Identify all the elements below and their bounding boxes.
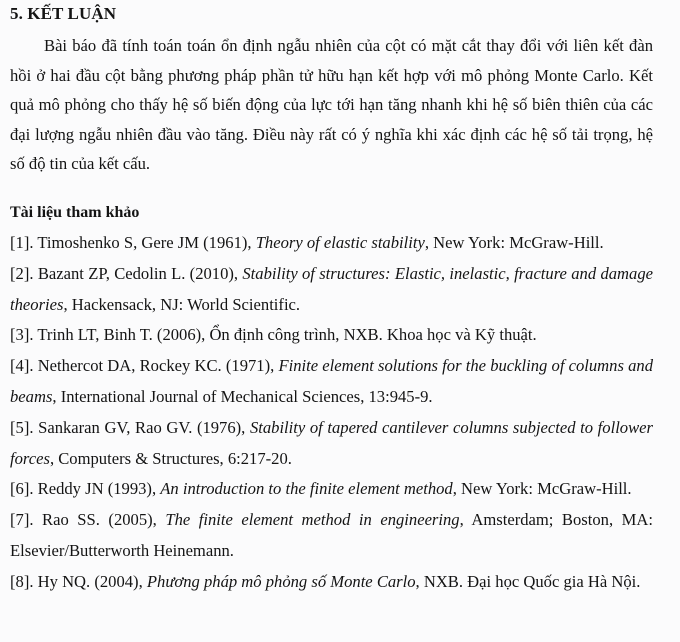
reference-item bbox=[10, 228, 653, 259]
reference-item bbox=[10, 505, 653, 567]
reference-number: [7]. bbox=[10, 510, 34, 530]
reference-number: [2]. bbox=[10, 263, 34, 283]
reference-item bbox=[10, 413, 653, 475]
reference-number: [1]. bbox=[10, 232, 34, 252]
reference-item bbox=[10, 320, 653, 351]
reference-source: , NXB. Khoa học và Kỹ thuật. bbox=[335, 325, 537, 345]
reference-title: Ổn định công trình bbox=[209, 325, 336, 345]
reference-title: Stability of structures: Elastic, inelastic, fracture and damage theories bbox=[10, 263, 653, 314]
reference-title: The finite element method in engineering bbox=[165, 510, 460, 530]
reference-item bbox=[10, 351, 653, 413]
reference-authors-year: Hy NQ. (2004), bbox=[33, 571, 147, 591]
page-title: 5. KẾT LUẬN bbox=[10, 4, 117, 23]
reference-number: [3]. bbox=[10, 325, 34, 345]
conclusion-paragraph: Bài báo đã tính toán toán ổn định ngẫu nhiên của cột có mặt cắt thay đổi với liên kết đàn hồi ở hai đầu cột bằng phương pháp phần tử hữu hạn kết hợp với mô phỏng Monte Carlo. Kết quả mô phỏng cho thấy hệ số biến động của lực tới hạn tăng nhanh khi hệ số biên thiên của các đại lượng ngẫu nhiên đầu vào tăng. Điều này rất có ý nghĩa khi xác định các hệ số tải trọng, hệ số độ tin của kết cấu. bbox=[10, 36, 653, 174]
reference-source: , International Journal of Mechanical Sciences, 13:945-9. bbox=[52, 386, 433, 406]
reference-title: Stability of tapered cantilever columns subjected to follower forces bbox=[10, 417, 653, 468]
reference-authors-year: Timoshenko S, Gere JM (1961), bbox=[33, 232, 256, 252]
reference-source: , NXB. Đại học Quốc gia Hà Nội. bbox=[415, 571, 641, 591]
reference-authors-year: Trinh LT, Binh T. (2006), bbox=[33, 325, 210, 345]
reference-list bbox=[10, 228, 653, 598]
reference-number: [8]. bbox=[10, 571, 34, 591]
reference-item bbox=[10, 567, 653, 598]
reference-authors-year: Nethercot DA, Rockey KC. (1971), bbox=[33, 356, 279, 376]
reference-source: , Hackensack, NJ: World Scientific. bbox=[63, 294, 301, 314]
reference-title: Phương pháp mô phỏng số Monte Carlo bbox=[146, 571, 416, 591]
reference-number: [4]. bbox=[10, 356, 34, 376]
reference-authors-year: Bazant ZP, Cedolin L. (2010), bbox=[33, 263, 243, 283]
reference-source: , New York: McGraw-Hill. bbox=[452, 479, 632, 499]
reference-authors-year: Sankaran GV, Rao GV. (1976), bbox=[33, 417, 250, 437]
reference-source: , Amsterdam; Boston, MA: Elsevier/Butterworth Heinemann. bbox=[10, 510, 653, 560]
document-page bbox=[0, 3, 680, 642]
reference-title: An introduction to the finite element method bbox=[160, 479, 453, 499]
reference-title: Finite element solutions for the buckling of columns and beams bbox=[10, 356, 654, 406]
reference-item bbox=[10, 474, 653, 505]
reference-item bbox=[10, 259, 653, 321]
references-heading: Tài liệu tham khảo bbox=[10, 203, 140, 221]
reference-number: [5]. bbox=[10, 417, 34, 437]
reference-source: , Computers & Structures, 6:217-20. bbox=[49, 448, 292, 468]
reference-source: , New York: McGraw-Hill. bbox=[424, 232, 604, 252]
reference-authors-year: Rao SS. (2005), bbox=[33, 510, 166, 530]
reference-authors-year: Reddy JN (1993), bbox=[33, 479, 161, 499]
reference-number: [6]. bbox=[10, 479, 34, 499]
reference-title: Theory of elastic stability bbox=[255, 232, 425, 252]
